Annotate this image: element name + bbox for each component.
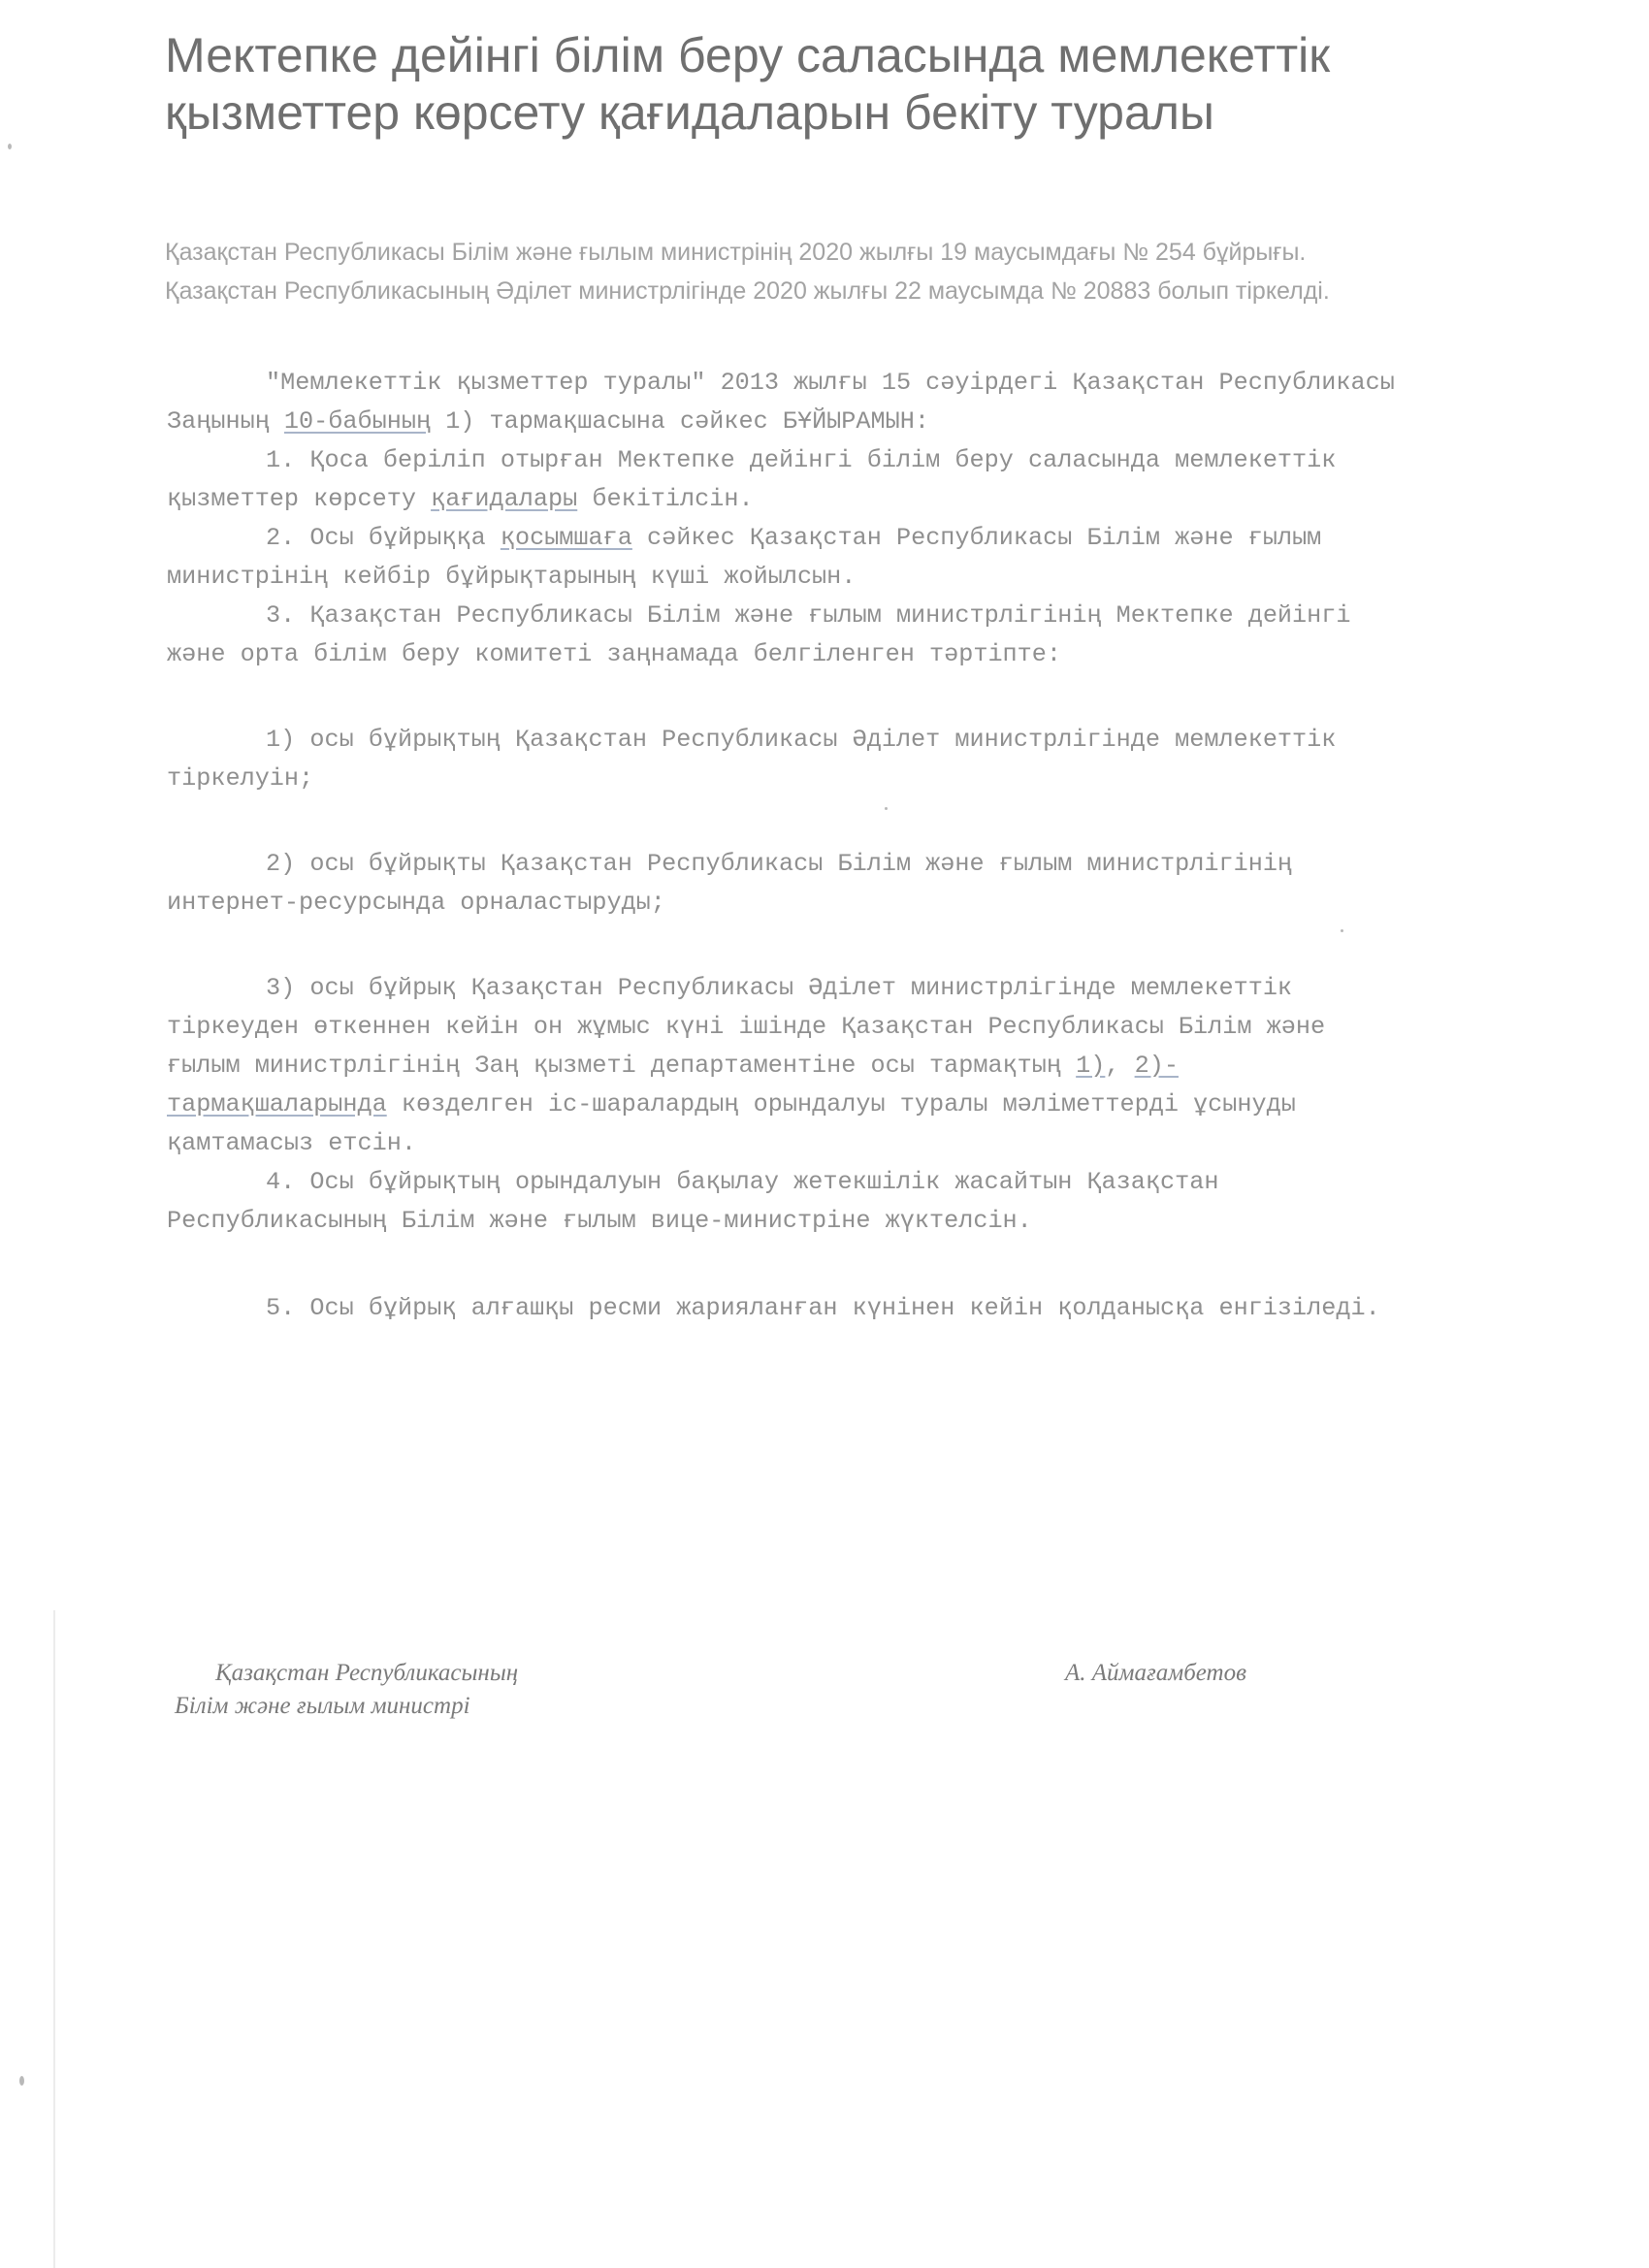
item-3-paragraph (167, 597, 1564, 674)
text-line: және орта білім беру комитеті заңнамада белгіленген тәртіпте: (167, 640, 1062, 668)
text-line (167, 1047, 1564, 1085)
article-10-link[interactable]: 10-бабының (283, 407, 432, 436)
scan-speck (19, 2076, 24, 2086)
subitem-1-link[interactable]: 1) (1076, 1052, 1106, 1080)
spacer (167, 1241, 1564, 1289)
signatory-position-line-2: Білім және ғылым министрі (175, 1693, 470, 1719)
text-line: 3. Қазақстан Республикасы Білім және ғылым министрлігінің Мектепке дейінгі (266, 601, 1351, 630)
spacer (167, 798, 1564, 845)
text-line (167, 403, 1564, 441)
text-line: интернет-ресурсында орналастыруды; (167, 889, 665, 917)
signatory-name: А. Аймағамбетов (1065, 1660, 1246, 1686)
title-line-2: қызметтер көрсету қағидаларын бекіту туралы (165, 85, 1214, 140)
text-span: көзделген іс-шаралардың орындалуы туралы мәліметтерді ұсынуды (386, 1090, 1296, 1118)
title-line-1: Мектепке дейінгі білім беру саласында мемлекеттік (165, 28, 1331, 82)
source-order-line: Қазақстан Республикасы Білім және ғылым министрінің 2020 жылғы 19 маусымдағы № 254 бұйрығы. (165, 239, 1307, 266)
subitems-link[interactable]: тармақшаларында (167, 1090, 387, 1118)
scan-speck (8, 144, 12, 149)
text-line: 5. Осы бұйрық алғашқы ресми жарияланған күнінен кейін қолданысқа енгізіледі. (266, 1294, 1380, 1322)
text-span: бекітілсін. (577, 485, 754, 513)
text-line: 1) осы бұйрықтың Қазақстан Республикасы Әділет министрлігінде мемлекеттік (266, 726, 1337, 754)
document-source (165, 233, 1542, 310)
spacer (167, 923, 1564, 969)
item-4-paragraph (167, 1163, 1564, 1241)
rules-link[interactable]: қағидалары (431, 485, 578, 513)
text-span: , (1105, 1052, 1135, 1080)
text-span: Заңының (167, 407, 284, 436)
subitem-2-paragraph (167, 845, 1564, 923)
scan-page-edge (53, 1610, 55, 2268)
text-span: 2. Осы бұйрыққа (266, 524, 501, 552)
text-span: 1) тармақшасына сәйкес БҰЙЫРАМЫН: (431, 407, 929, 436)
text-line: тіркеуден өткеннен кейін он жұмыс күні ішінде Қазақстан Республикасы Білім және (167, 1013, 1326, 1041)
subitem-1-paragraph (167, 721, 1564, 798)
source-registration-line: Қазақстан Республикасының Әділет министрлігінде 2020 жылғы 22 маусымда № 20883 болып тіркелді. (165, 277, 1330, 305)
document-body (167, 364, 1564, 1328)
document-title (165, 27, 1504, 142)
signatory-position-line-1: Қазақстан Республикасының (215, 1660, 519, 1686)
text-line: 1. Қоса беріліп отырған Мектепке дейінгі білім беру саласында мемлекеттік (266, 446, 1337, 474)
text-line (167, 1085, 1564, 1124)
text-line: 2) осы бұйрықты Қазақстан Республикасы Білім және ғылым министрлігінің (266, 850, 1293, 878)
text-span: сәйкес Қазақстан Республикасы Білім және ғылым (631, 524, 1322, 552)
item-1-paragraph (167, 441, 1564, 519)
text-line: 3) осы бұйрық Қазақстан Республикасы Әділет министрлігінде мемлекеттік (266, 974, 1293, 1002)
item-2-paragraph (167, 519, 1564, 597)
item-5-paragraph (167, 1289, 1564, 1328)
text-line: тіркелуін; (167, 764, 314, 793)
subitem-2-link[interactable]: 2)- (1134, 1052, 1179, 1080)
text-line: 4. Осы бұйрықтың орындалуын бақылау жетекшілік жасайтын Қазақстан (266, 1168, 1219, 1196)
text-span: қызметтер көрсету (167, 485, 432, 513)
text-line: "Мемлекеттік қызметтер туралы" 2013 жылғы 15 сәуірдегі Қазақстан Республикасы (266, 369, 1395, 397)
preamble-paragraph (167, 364, 1564, 441)
text-line (167, 480, 1564, 519)
spacer (167, 674, 1564, 721)
text-span: ғылым министрлігінің Заң қызметі департаментіне осы тармақтың (167, 1052, 1077, 1080)
appendix-link[interactable]: қосымшаға (500, 524, 632, 552)
text-line: қамтамасыз етсін. (167, 1129, 416, 1157)
text-line: министрінің кейбір бұйрықтарының күші жойылсын. (167, 563, 857, 591)
subitem-3-paragraph (167, 969, 1564, 1163)
text-line: Республикасының Білім және ғылым вице-министріне жүктелсін. (167, 1207, 1032, 1235)
signatory-position (175, 1657, 518, 1723)
text-line (167, 519, 1564, 558)
